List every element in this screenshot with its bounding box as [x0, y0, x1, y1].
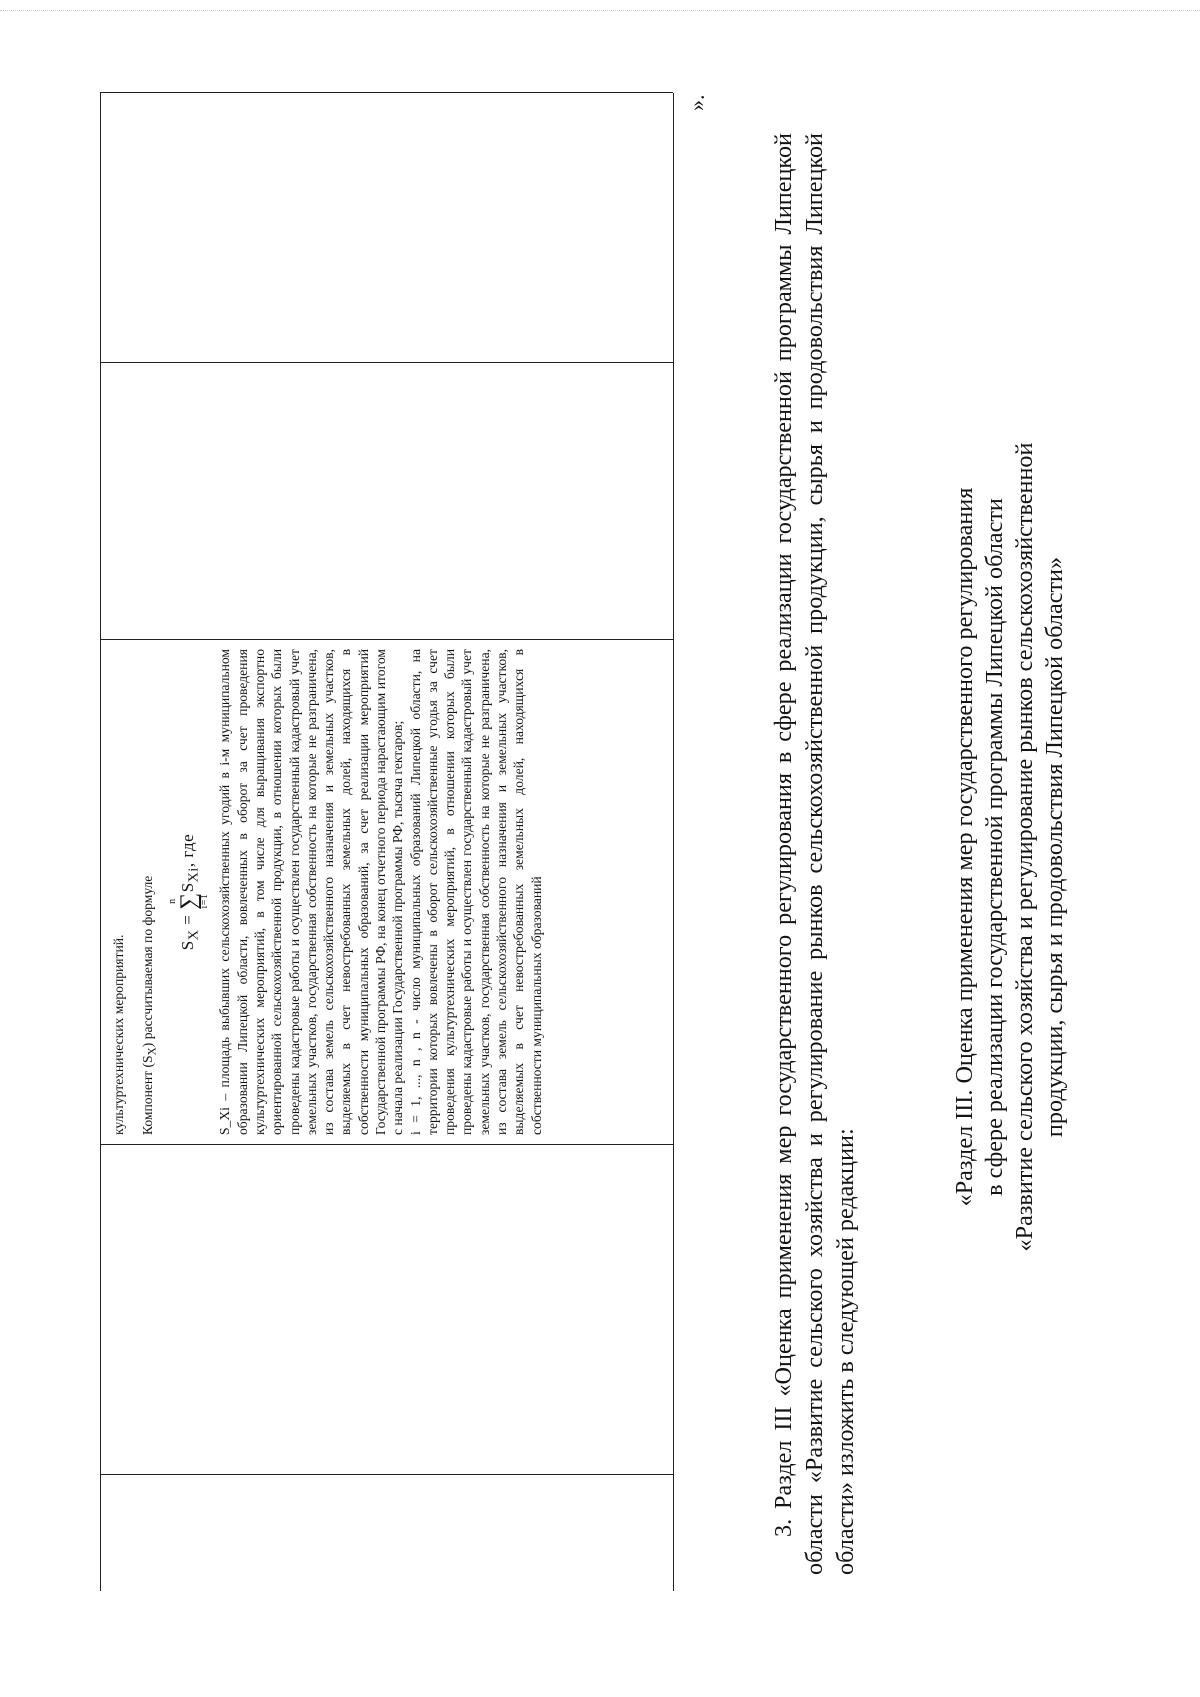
formula-lower: i=1 — [199, 893, 211, 909]
definition-i: i = 1, ..., n , n - число муниципальных образований Липецкой области, на территории которых вовлечены в оборот сельскохозяйственные угодья за счет проведения культуртехнических мероприятий, в отношении которых были проведены кадастровые работы и осуществлен государственный кадастровый учет земельных участков, государственная собственность на которые не разграничена, из состава земель сельскохозяйственного назначения и земельных участков, выделяемых в счет невостребованных земельных долей, находящихся в собственности муниципальных образований — [407, 649, 544, 1135]
table-bottom-border — [673, 93, 674, 1591]
table-right-border — [100, 92, 673, 93]
sum-formula — [168, 649, 210, 1135]
formula-tail: , где — [178, 833, 198, 868]
component-intro-tail: ) рассчитываемая по формуле — [140, 875, 156, 1048]
amendment-paragraph — [768, 133, 861, 1575]
formula-term-sub: Xi — [185, 867, 202, 883]
section-heading-line-2: в сфере реализации государственной программы Липецкой области — [981, 498, 1008, 1196]
table-col-divider-2 — [100, 1144, 673, 1145]
definition-sxi: S_Xi – площадь выбывших сельскохозяйственных угодий в i-м муниципальном образовании Липецкой области, вовлеченных в оборот за счет проведения культуртехнических мероприятий, в том числе для выращивания экспортно ориентированной сельскохозяйственной продукции, в отношении которых были проведены кадастровые работы и осуществлен государственный кадастровый учет земельных участков, государственная собственность на которые не разграничена, из состава земель сельскохозяйственного назначения и земельных участков, выделяемых в счет невостребованных земельных долей, находящихся в собственности муниципальных образований, за счет реализации мероприятий Государственной программы РФ, на конец отчетного периода нарастающим итогом с начала реализации Государственной программы РФ, тысяча гектаров; — [217, 649, 406, 1135]
amendment-paragraph-text: 3. Раздел III «Оценка применения мер государственного регулирования в сфере реализации государственной программы Липецкой области «Развитие сельского хозяйства и регулирование рынков сельскохозяйственной продукции, сырья и продовольствия Липецкой области» изложить в следующей редакции: — [770, 133, 859, 1575]
formula-upper: n — [167, 898, 179, 904]
component-intro — [139, 649, 162, 1135]
closing-quote: ». — [684, 94, 709, 111]
formula-left: S — [178, 940, 198, 951]
formula-left-sub: X — [185, 929, 202, 941]
section-heading — [950, 327, 1070, 1367]
section-heading-line-1: «Раздел III. Оценка применения мер государственного регулирования — [951, 487, 978, 1207]
formula-term: S — [178, 882, 198, 893]
section-heading-line-3: «Развитие сельского хозяйства и регулирование рынков сельскохозяйственной — [1011, 442, 1038, 1252]
table-col-divider-1 — [100, 1474, 673, 1475]
section-heading-line-4: продукции, сырья и продовольствия Липецкой области» — [1041, 556, 1068, 1138]
cell-line-previous: культуртехнических мероприятий. — [111, 934, 126, 1135]
formula-equals: = — [178, 909, 198, 930]
formula-sum-block — [168, 892, 210, 910]
component-intro-sub: X — [147, 1047, 160, 1056]
component-intro-text: Компонент (S — [140, 1055, 156, 1135]
formula-sum-sign: ∑ — [176, 892, 203, 910]
table-top-border — [100, 93, 101, 1591]
table-col-divider-4 — [100, 362, 673, 363]
table-col-divider-3 — [100, 639, 673, 640]
table-cell-formula-description — [110, 649, 545, 1135]
